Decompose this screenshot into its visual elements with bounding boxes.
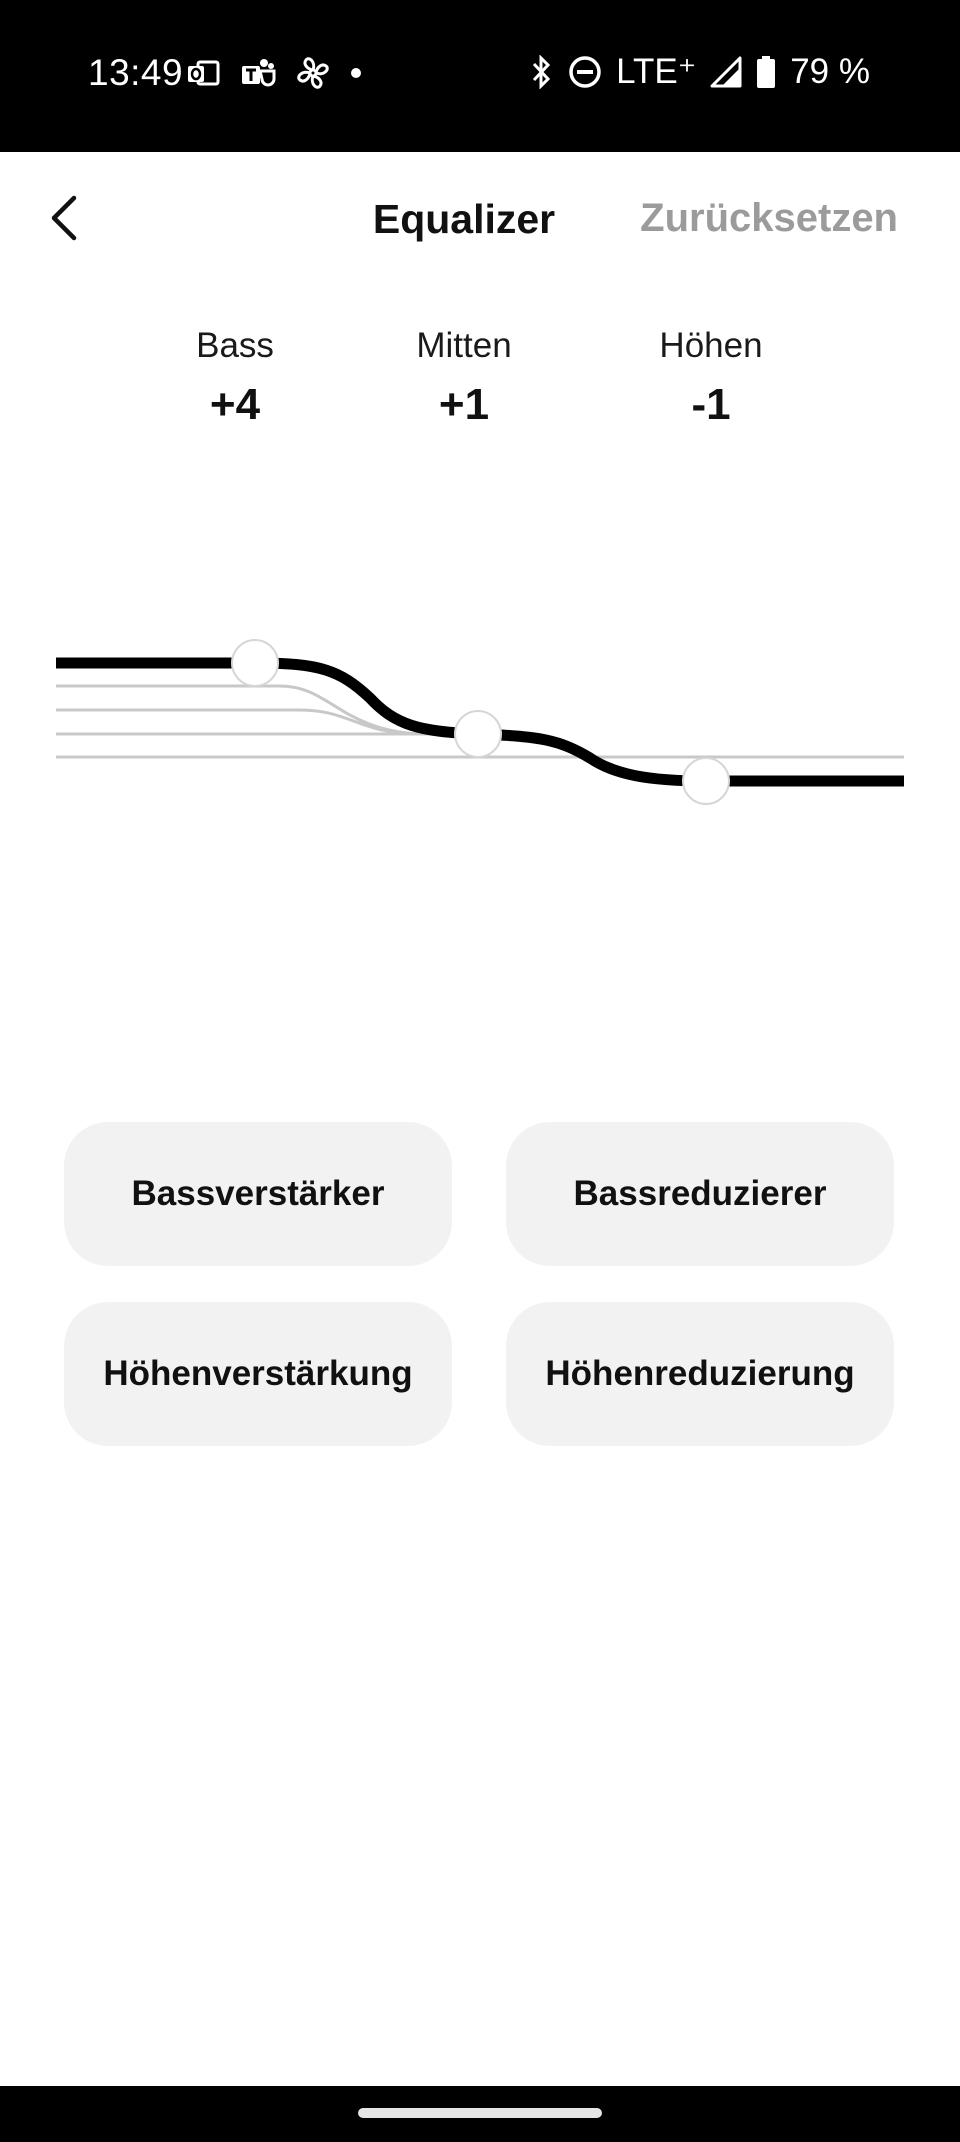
home-handle[interactable] <box>358 2108 602 2118</box>
preset-bass-reduce-button[interactable]: Bassreduzierer <box>506 1122 894 1266</box>
do-not-disturb-icon <box>568 55 602 89</box>
band-treble <box>611 326 811 430</box>
battery-icon <box>756 55 776 89</box>
band-value: +1 <box>438 380 490 429</box>
signal-icon <box>710 56 742 88</box>
status-right <box>530 52 870 92</box>
outlook-icon <box>186 58 220 88</box>
reset-button[interactable]: Zurücksetzen <box>640 196 898 240</box>
page-title: Equalizer <box>372 196 556 242</box>
band-label: Mitten <box>416 326 512 365</box>
dot-icon <box>350 67 362 79</box>
band-label: Bass <box>196 326 274 365</box>
preset-bass-boost-button[interactable]: Bassverstärker <box>64 1122 452 1266</box>
teams-icon <box>240 57 276 89</box>
network-type: LTE⁺ <box>616 52 697 91</box>
status-bar <box>0 0 960 152</box>
navigation-bar <box>0 2086 960 2142</box>
band-value: +4 <box>209 380 261 429</box>
header <box>0 152 960 282</box>
battery-level: 79 % <box>790 52 870 91</box>
preset-treble-boost-button[interactable]: Höhenverstärkung <box>64 1302 452 1446</box>
bluetooth-icon <box>530 55 554 89</box>
fan-icon <box>296 56 330 90</box>
eq-graph[interactable] <box>0 600 960 860</box>
band-label: Höhen <box>659 326 763 365</box>
treble-handle[interactable] <box>683 758 729 804</box>
preset-treble-reduce-button[interactable]: Höhenreduzierung <box>506 1302 894 1446</box>
band-mid <box>364 326 564 430</box>
bass-handle[interactable] <box>232 640 278 686</box>
band-bass <box>135 326 335 430</box>
band-value: -1 <box>691 380 731 429</box>
notification-icons <box>186 56 362 90</box>
mid-handle[interactable] <box>455 711 501 757</box>
status-time: 13:49 <box>88 52 184 93</box>
